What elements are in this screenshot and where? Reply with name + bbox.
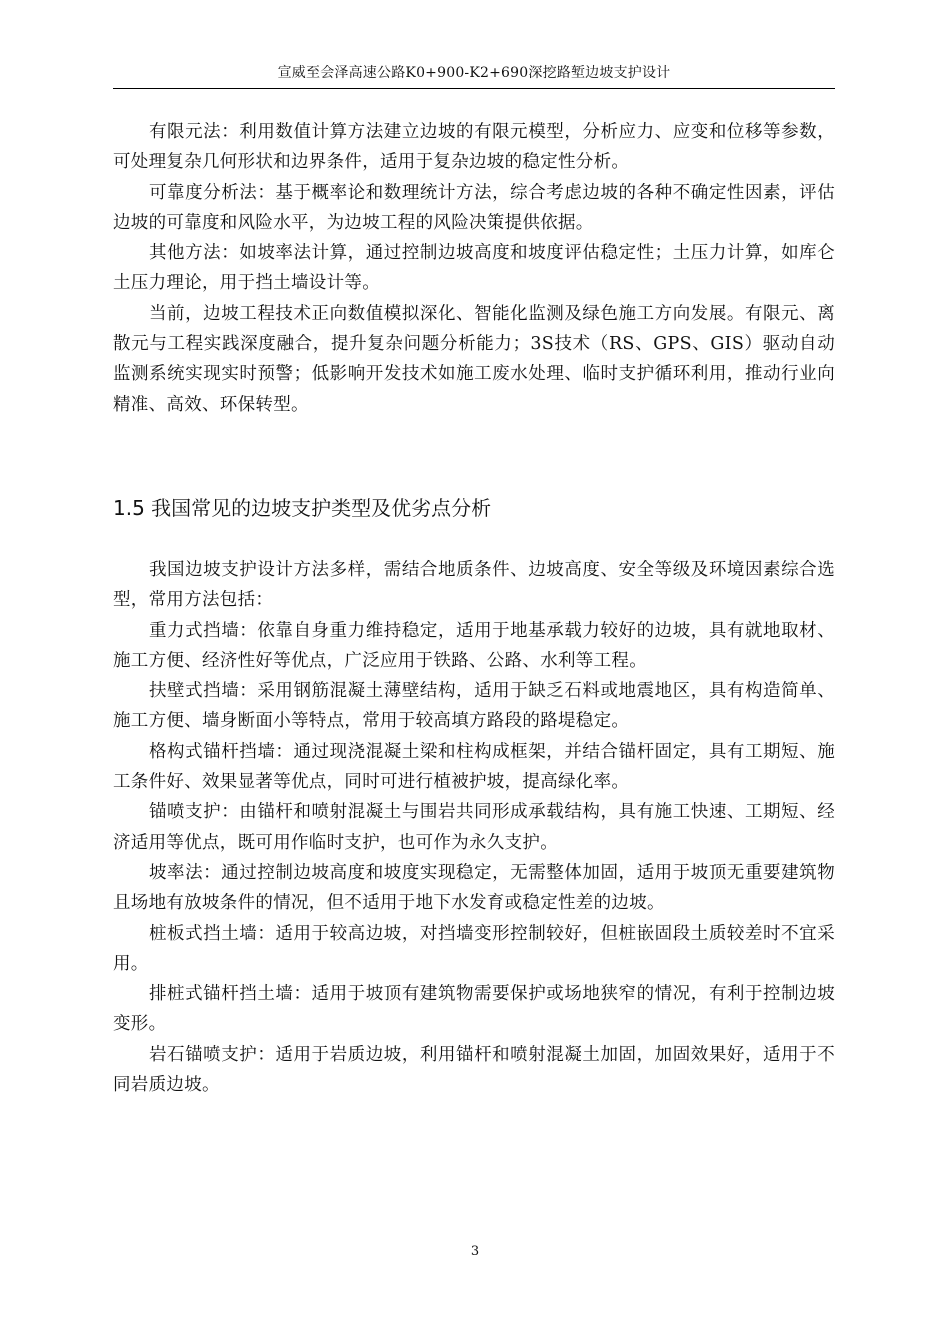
paragraph-reliability: 可靠度分析法：基于概率论和数理统计方法，综合考虑边坡的各种不确定性因素，评估边坡的可靠度和风险水平，为边坡工程的风险决策提供依据。	[113, 182, 835, 233]
paragraph-intro: 我国边坡支护设计方法多样，需结合地质条件、边坡高度、安全等级及环境因素综合选型，常用方法包括：	[113, 560, 835, 611]
page-number: 3	[470, 1244, 480, 1259]
paragraph-finite-element: 有限元法：利用数值计算方法建立边坡的有限元模型，分析应力、应变和位移等参数，可处理复杂几何形状和边界条件，适用于复杂边坡的稳定性分析。	[113, 122, 835, 173]
paragraph-lattice-anchor-wall: 格构式锚杆挡墙：通过现浇混凝土梁和柱构成框架，并结合锚杆固定，具有工期短、施工条件好、效果显著等优点，同时可进行植被护坡，提高绿化率。	[113, 741, 835, 793]
section-2-body	[113, 555, 835, 1100]
paragraph-slope-ratio: 坡率法：通过控制边坡高度和坡度实现稳定，无需整体加固，适用于坡顶无重要建筑物且场地有放坡条件的情况，但不适用于地下水发育或稳定性差的边坡。	[113, 862, 835, 914]
paragraph-rock-shotcrete: 岩石锚喷支护：适用于岩质边坡，利用锚杆和喷射混凝土加固，加固效果好，适用于不同岩质边坡。	[113, 1044, 835, 1096]
paragraph-shotcrete-support: 锚喷支护：由锚杆和喷射混凝土与围岩共同形成承载结构，具有施工快速、工期短、经济适用等优点，既可用作临时支护，也可作为永久支护。	[113, 802, 835, 853]
section-1-body	[113, 117, 835, 420]
section-heading: 1.5 我国常见的边坡支护类型及优劣点分析	[113, 496, 492, 520]
paragraph-pile-plate-wall: 桩板式挡土墙：适用于较高边坡，对挡墙变形控制较好，但桩嵌固段土质较差时不宜采用。	[113, 923, 835, 974]
paragraph-current-trends: 当前，边坡工程技术正向数值模拟深化、智能化监测及绿色施工方向发展。有限元、离散元与工程实践深度融合，提升复杂问题分析能力；3S技术（RS、GPS、GIS）驱动自动监测系统实现实时预警；低影响开发技术如施工废水处理、临时支护循环利用，推动行业向精准、高效、环保转型。	[113, 303, 835, 415]
paragraph-pile-anchor-wall: 排桩式锚杆挡土墙：适用于坡顶有建筑物需要保护或场地狭窄的情况，有利于控制边坡变形。	[113, 984, 835, 1035]
paragraph-other-methods: 其他方法：如坡率法计算，通过控制边坡高度和坡度评估稳定性；土压力计算，如库仑土压力理论，用于挡土墙设计等。	[113, 243, 835, 294]
paragraph-gravity-wall: 重力式挡墙：依靠自身重力维持稳定，适用于地基承载力较好的边坡，具有就地取材、施工方便、经济性好等优点，广泛应用于铁路、公路、水利等工程。	[113, 620, 835, 671]
running-header: 宣威至会泽高速公路K0+900-K2+690深挖路堑边坡支护设计	[113, 62, 835, 89]
paragraph-buttress-wall: 扶壁式挡墙：采用钢筋混凝土薄壁结构，适用于缺乏石料或地震地区，具有构造简单、施工方便、墙身断面小等特点，常用于较高填方路段的路堤稳定。	[113, 681, 835, 732]
